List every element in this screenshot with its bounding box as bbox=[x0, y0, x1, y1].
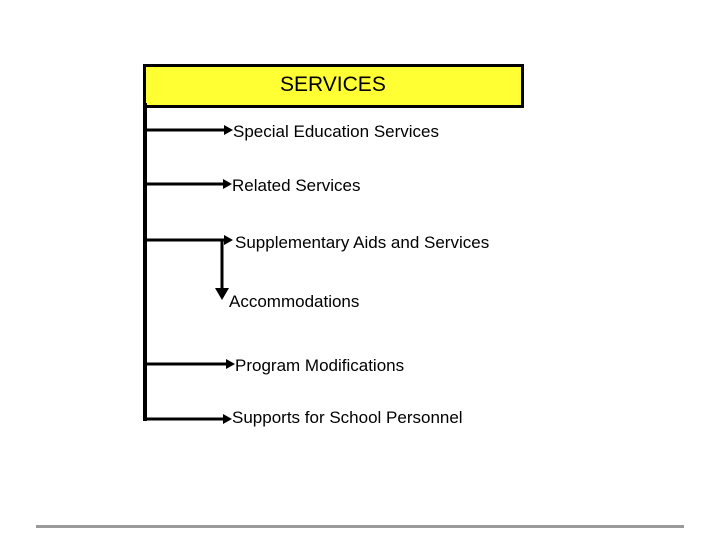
label-program-modifications: Program Modifications bbox=[235, 356, 405, 375]
label-supplementary-aids: Supplementary Aids and Services bbox=[235, 233, 490, 252]
footer-divider bbox=[36, 525, 684, 528]
arrowhead-related-services bbox=[223, 179, 232, 189]
arrowhead-special-education bbox=[224, 125, 233, 135]
arrowhead-school-personnel bbox=[223, 414, 232, 424]
label-special-education-services: Special Education Services bbox=[233, 122, 440, 141]
arrowhead-accommodations bbox=[215, 288, 229, 300]
label-related-services: Related Services bbox=[232, 176, 361, 195]
label-accommodations: Accommodations bbox=[229, 292, 360, 311]
arrowhead-supplementary-aids bbox=[224, 235, 233, 245]
arrowhead-program-modifications bbox=[226, 359, 235, 369]
services-header-title: SERVICES bbox=[280, 73, 386, 96]
label-supports-school-personnel: Supports for School Personnel bbox=[232, 408, 463, 427]
